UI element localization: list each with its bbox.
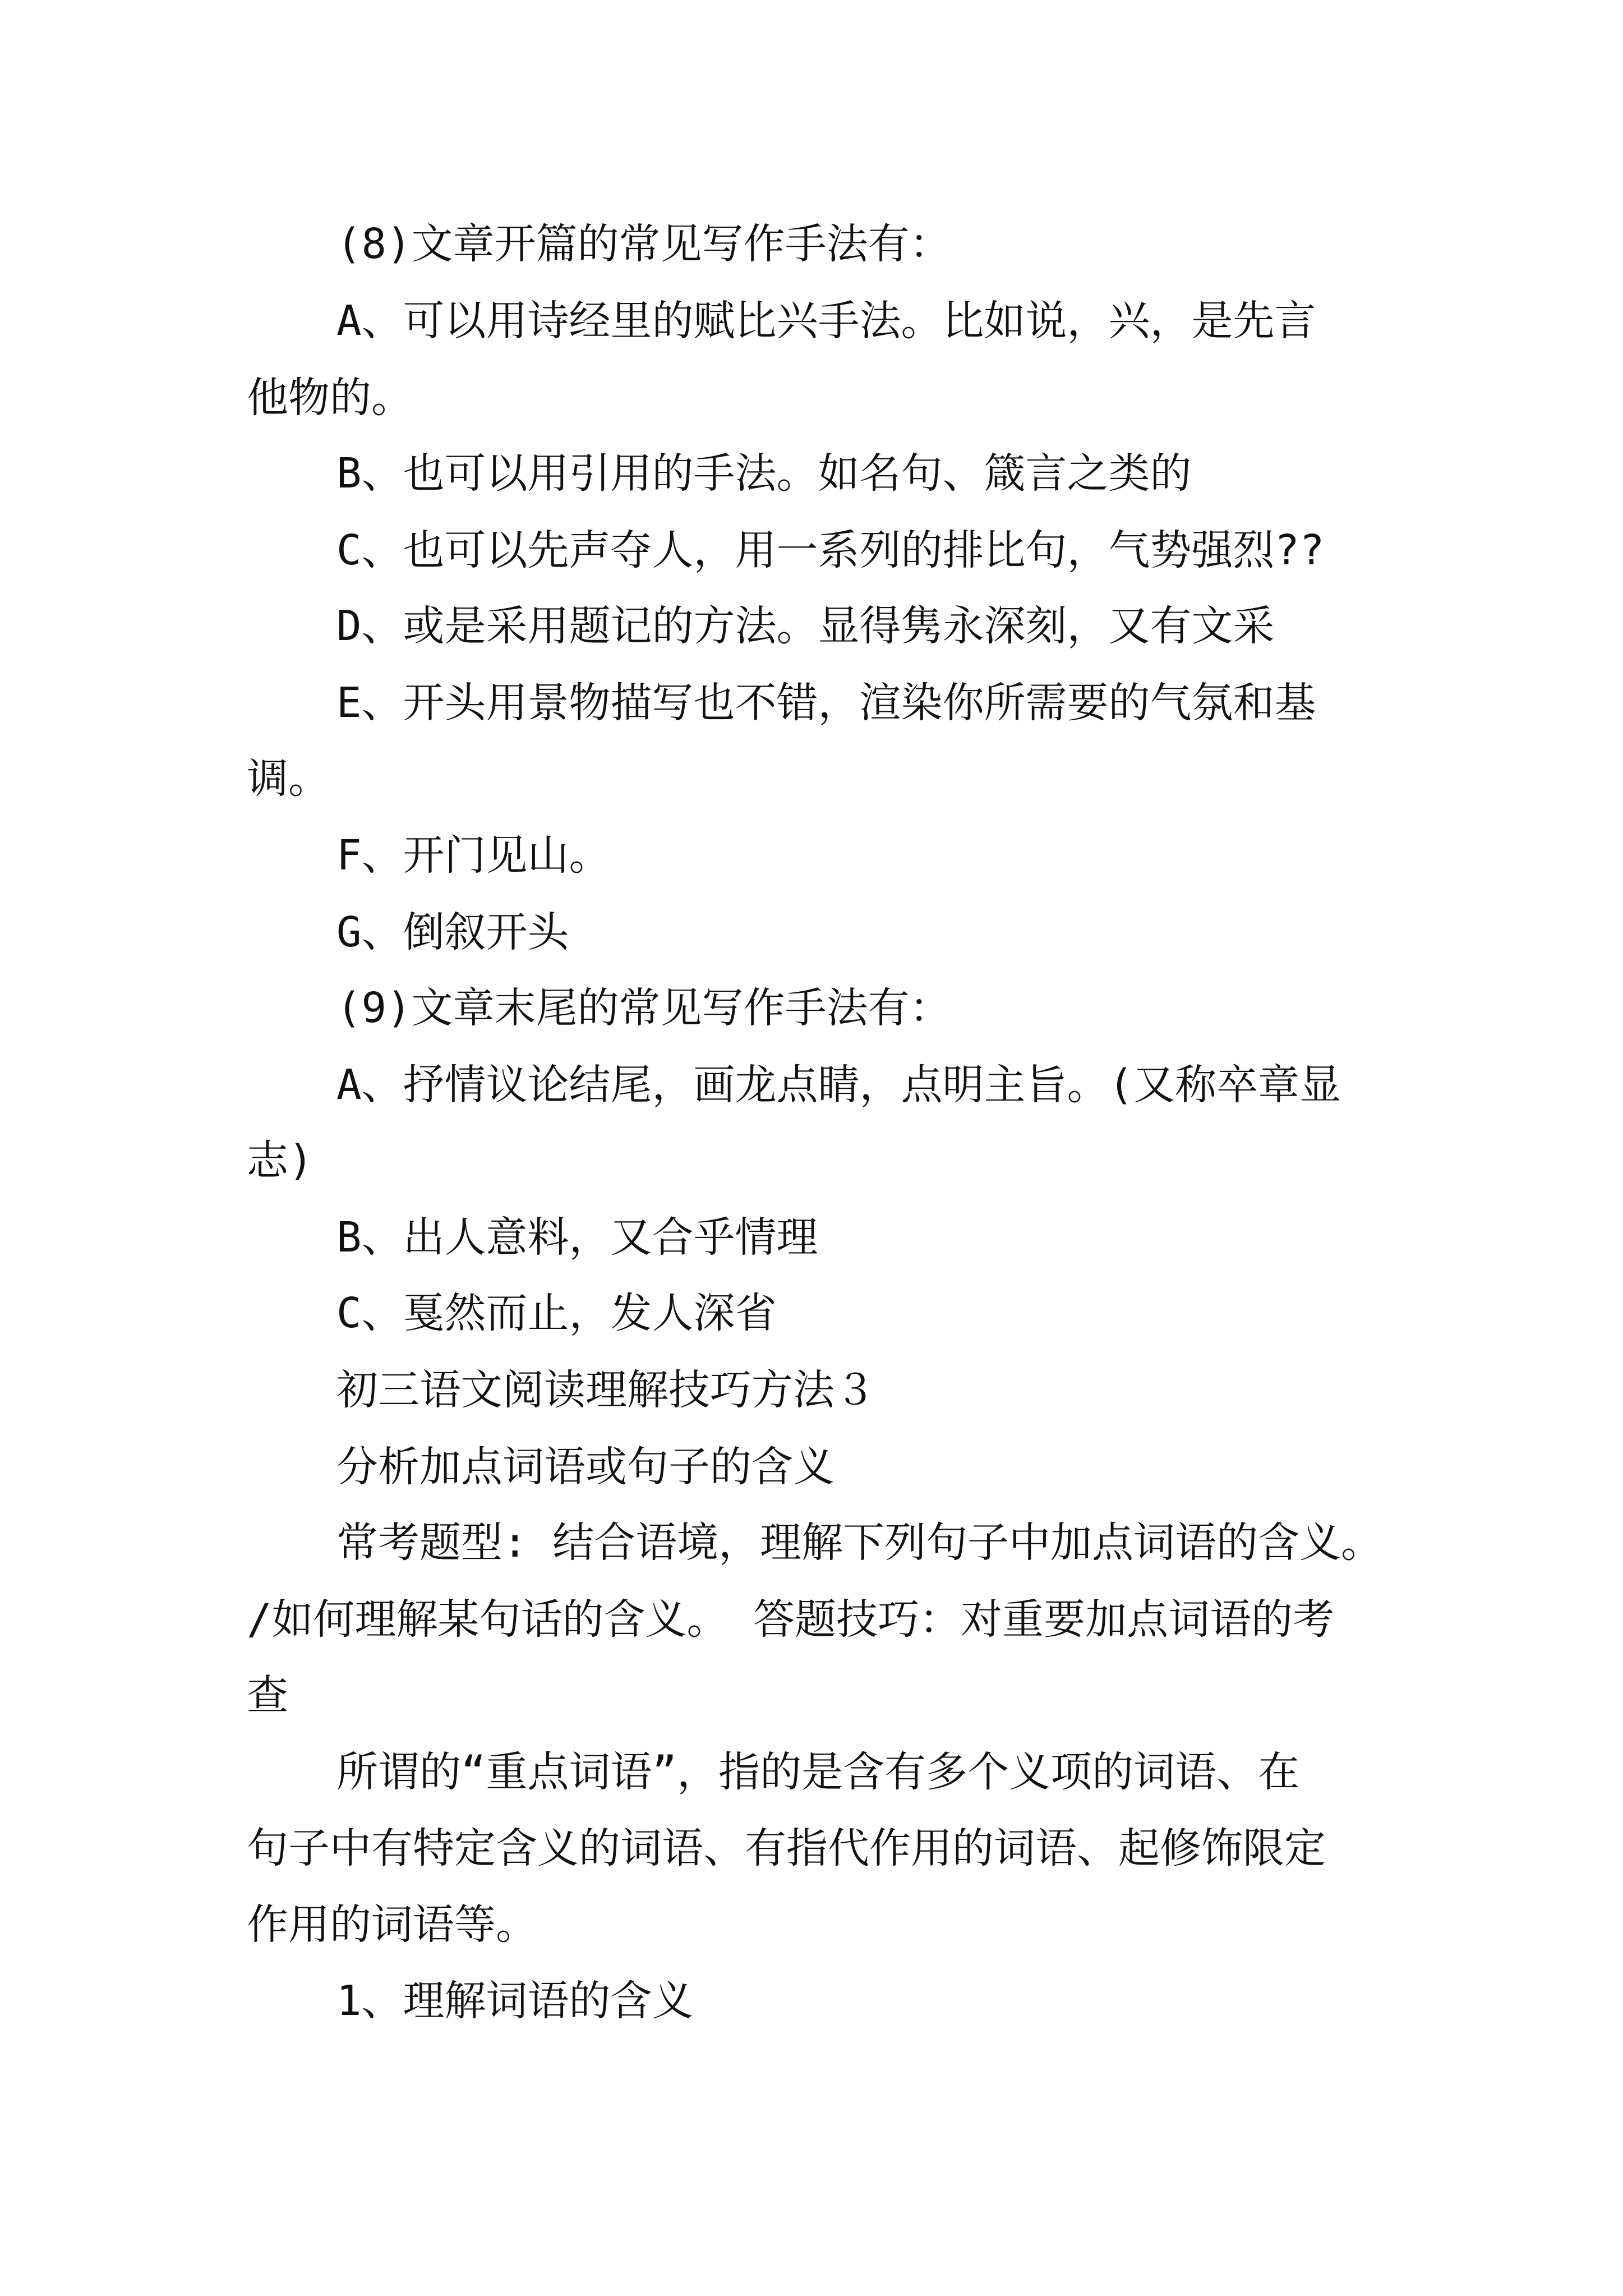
text-line: 常考题型: 结合语境，理解下列句子中加点词语的含义。 [336, 1519, 1383, 1567]
text-line: 分析加点词语或句子的含义 [336, 1443, 834, 1491]
text-line: (9)文章末尾的常见写作手法有： [336, 984, 951, 1032]
text-line: E、开头用景物描写也不错，渲染你所需要的气氛和基 [336, 679, 1316, 727]
text-line: C、戛然而止，发人深省 [336, 1289, 777, 1337]
text-line: G、倒叙开头 [336, 908, 569, 956]
text-line: (8)文章开篇的常见写作手法有： [336, 220, 951, 268]
text-line: 所谓的“重点词语”，指的是含有多个义项的词语、在 [336, 1748, 1300, 1796]
text-line: 作用的词语等。 [247, 1901, 537, 1949]
text-line: 查 [247, 1671, 288, 1719]
text-line: F、开门见山。 [336, 831, 611, 880]
text-line: D、或是采用题记的方法。显得隽永深刻，又有文采 [336, 602, 1275, 650]
text-line: C、也可以先声夺人，用一系列的排比句，气势强烈?? [336, 526, 1325, 574]
text-line: A、抒情议论结尾，画龙点睛，点明主旨。(又称卒章显 [336, 1061, 1341, 1109]
text-line: A、可以用诗经里的赋比兴手法。比如说，兴，是先言 [336, 297, 1316, 345]
text-line: 志) [247, 1137, 313, 1185]
text-line: 句子中有特定含义的词语、有指代作用的词语、起修饰限定 [247, 1824, 1326, 1872]
text-line: 他物的。 [247, 374, 413, 422]
text-line: 1、理解词语的含义 [336, 1977, 694, 2025]
text-line: 初三语文阅读理解技巧方法３ [336, 1366, 876, 1414]
text-line: B、出人意料，又合乎情理 [336, 1213, 818, 1262]
text-line: /如何理解某句话的含义。 答题技巧：对重要加点词语的考 [247, 1595, 1335, 1644]
text-line: B、也可以用引用的手法。如名句、箴言之类的 [336, 449, 1192, 498]
text-line: 调。 [247, 754, 330, 803]
